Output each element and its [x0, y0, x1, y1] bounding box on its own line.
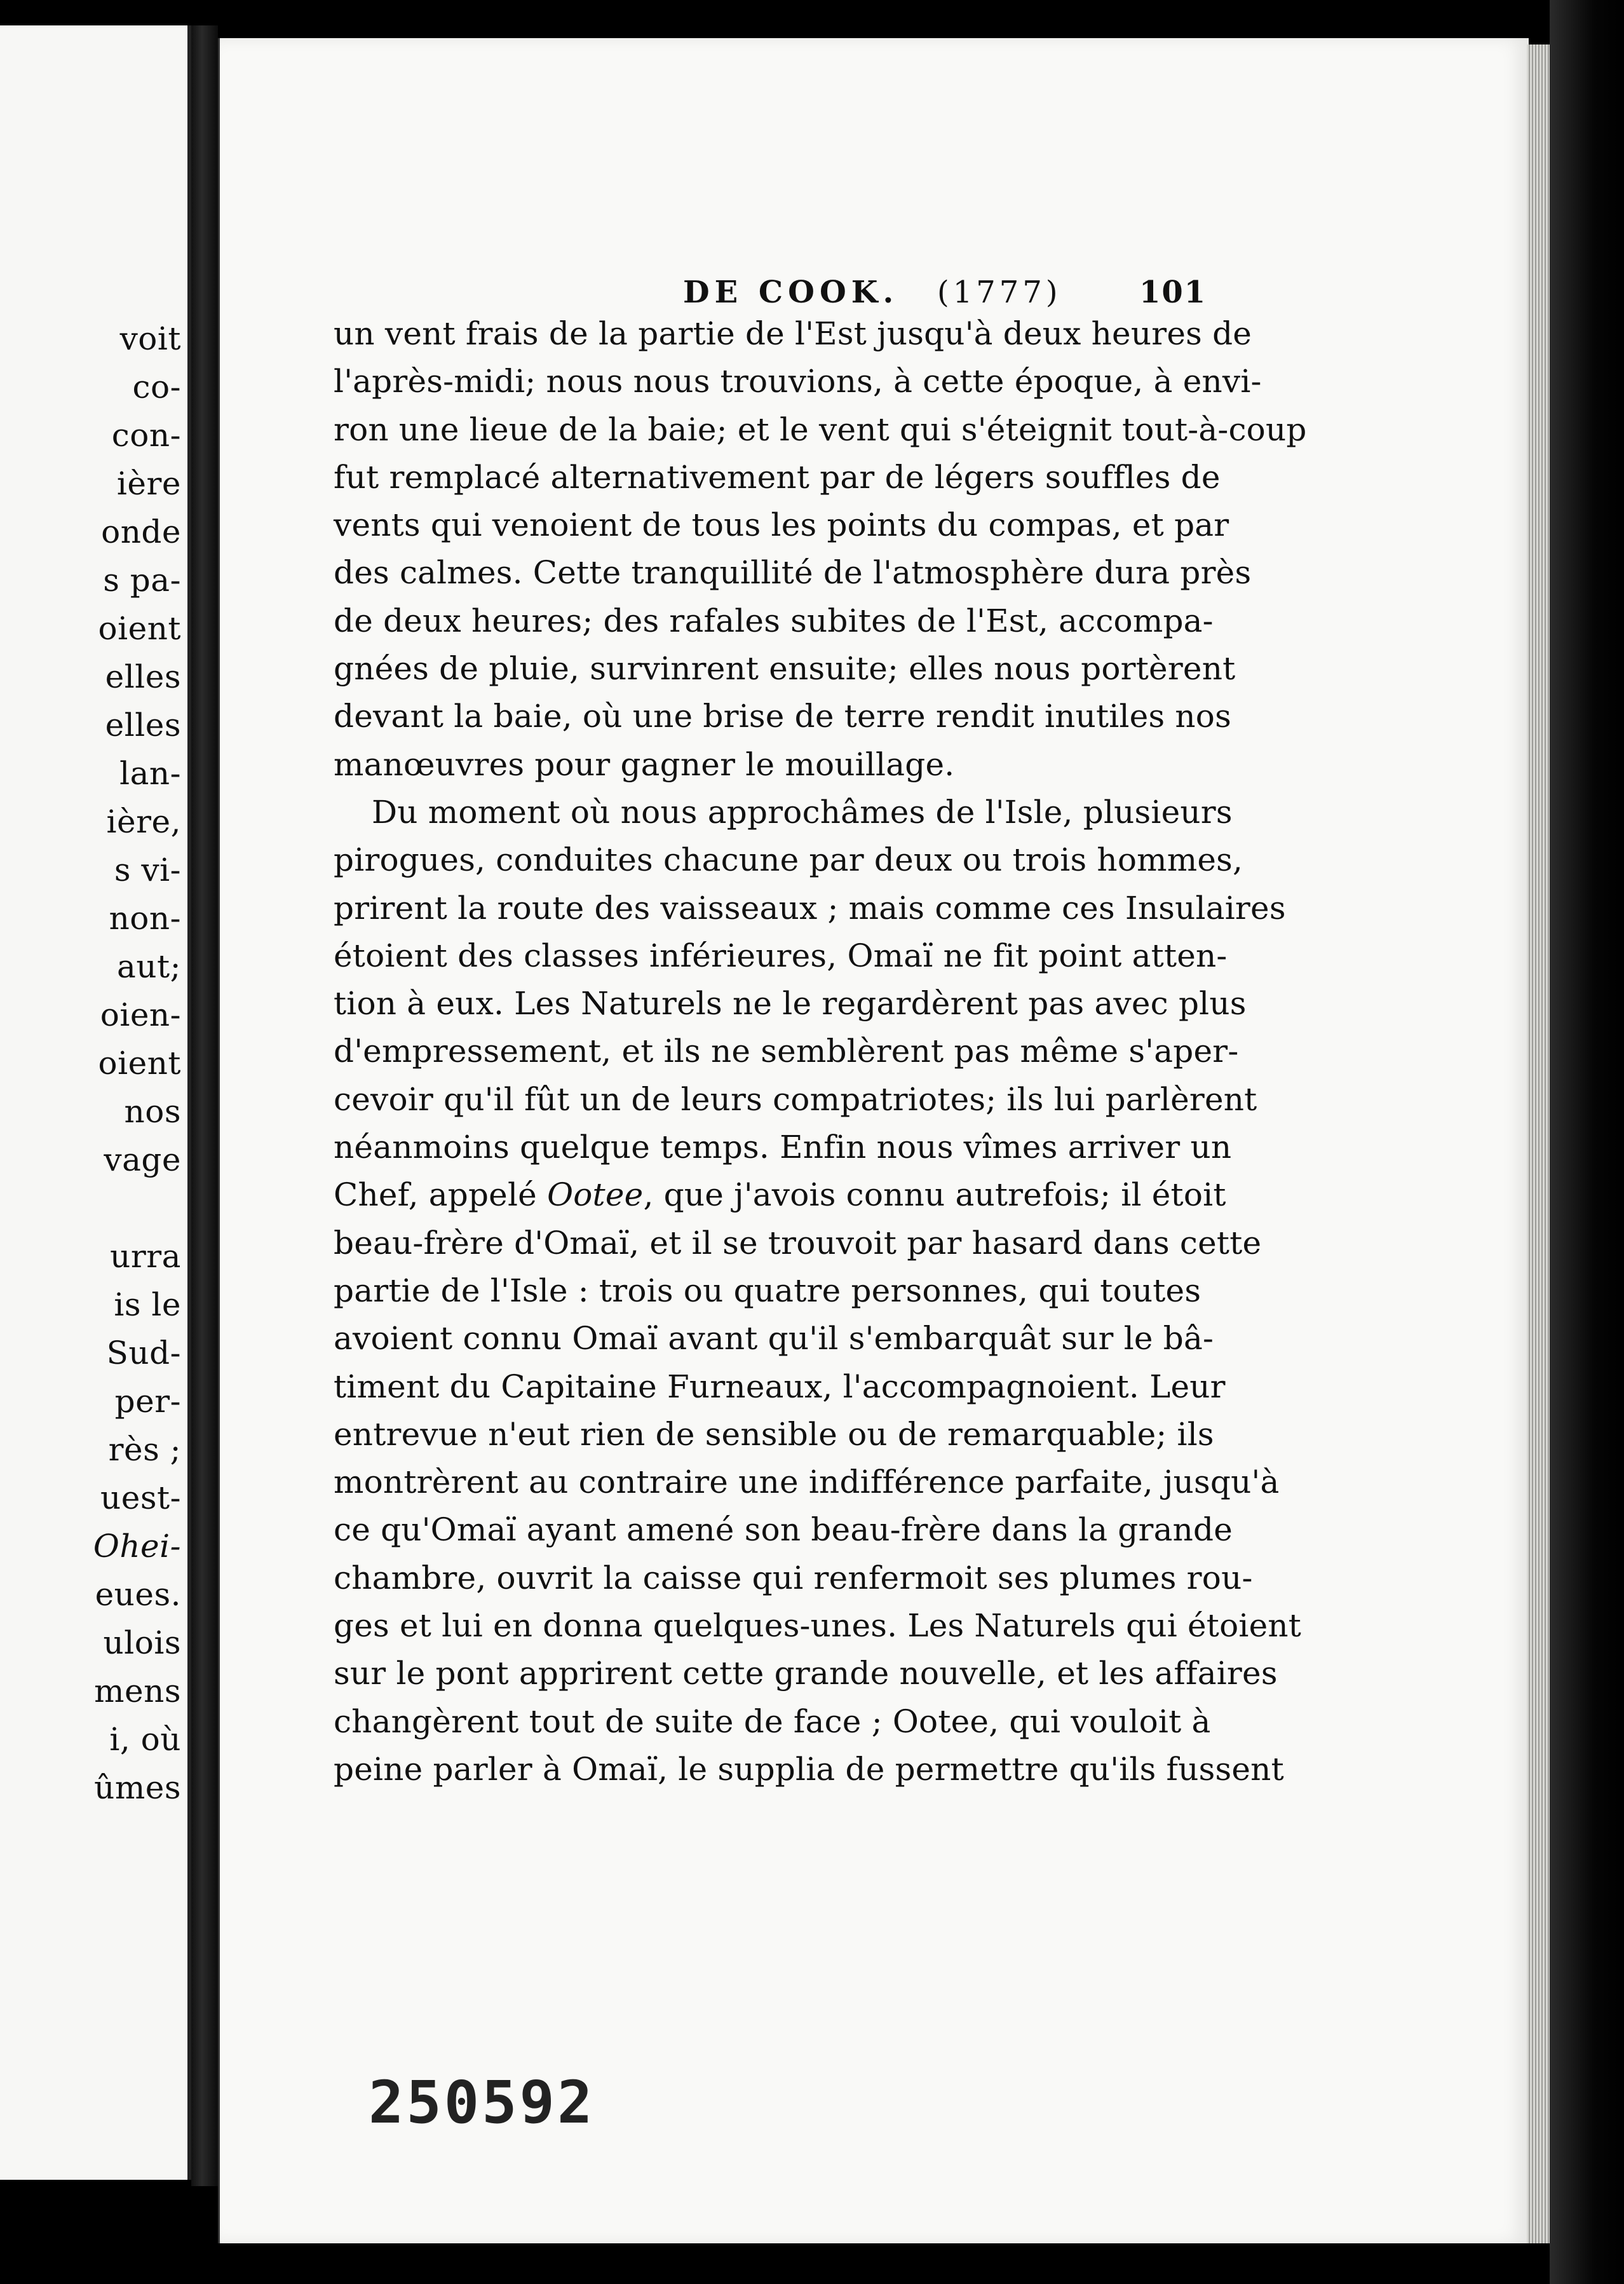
text-run: gnées de pluie, survinrent ensuite; elles nous portèrent	[334, 650, 1236, 688]
text-run: étoient des classes inférieures, Omaï ne fit point atten-	[334, 937, 1228, 974]
text-run: partie de l'Isle : trois ou quatre personnes, qui toutes	[334, 1272, 1201, 1309]
text-run: d'empressement, et ils ne semblèrent pas même s'aper-	[334, 1033, 1239, 1070]
text-run: ce qu'Omaï ayant amené son beau-frère dans la grande	[334, 1511, 1233, 1549]
text-line	[334, 597, 1214, 645]
text-line	[334, 932, 1228, 980]
left-page-fragment	[93, 1184, 181, 1232]
text-line	[334, 1171, 1226, 1219]
text-run: cevoir qu'il fût un de leurs compatriotes; ils lui parlèrent	[334, 1080, 1257, 1118]
left-page-fragment: con-	[111, 417, 181, 454]
text-run: Du moment où nous approchâmes de l'Isle, plusieurs	[372, 793, 1233, 831]
text-line	[334, 1028, 1239, 1075]
left-page-fragment: co-	[132, 369, 181, 405]
text-run: chambre, ouvrit la caisse qui renfermoit ses plumes rou-	[334, 1559, 1253, 1596]
text-run: des calmes. Cette tranquillité de l'atmosphère dura près	[334, 554, 1252, 592]
text-run: montrèrent au contraire une indifférence parfaite, jusqu'à	[334, 1464, 1280, 1501]
text-run: fut remplacé alternativement par de légers souffles de	[334, 458, 1221, 496]
text-line	[334, 1458, 1280, 1506]
text-line	[334, 310, 1252, 358]
text-run: néanmoins quelque temps. Enfin nous vîmes arriver un	[334, 1129, 1232, 1166]
text-line	[334, 454, 1221, 501]
left-page-fragment: Ohei-	[93, 1528, 181, 1565]
library-stamp-number: 250592	[369, 2069, 595, 2137]
text-line	[334, 693, 1231, 740]
running-head-title: DE COOK.	[683, 275, 899, 310]
left-page-fragment: is le	[114, 1286, 181, 1323]
text-line	[334, 358, 1262, 405]
text-line	[334, 645, 1236, 693]
left-page-fragment: per-	[114, 1383, 181, 1420]
text-run: , que j'avois connu autrefois; il étoit	[643, 1176, 1226, 1214]
text-run: prirent la route des vaisseaux ; mais comme ces Insulaires	[334, 889, 1286, 927]
text-run: manœuvres pour gagner le mouillage.	[334, 745, 955, 783]
left-page-fragment: ière,	[106, 803, 181, 840]
text-run: pirogues, conduites chacune par deux ou trois hommes,	[334, 841, 1243, 879]
text-line	[334, 1411, 1214, 1458]
left-page-fragment: elles	[105, 658, 181, 695]
text-line	[334, 406, 1307, 454]
text-run: tion à eux. Les Naturels ne le regardèrent pas avec plus	[334, 985, 1247, 1023]
left-page-fragment: lan-	[119, 755, 181, 792]
left-page-fragment: Sud-	[106, 1335, 181, 1371]
left-page-fragment: nos	[124, 1093, 181, 1130]
text-line	[334, 549, 1252, 597]
text-line	[334, 1698, 1211, 1746]
text-run: Chef, appelé	[334, 1176, 548, 1214]
left-page-fragment: i, où	[109, 1721, 181, 1758]
text-line	[334, 1267, 1201, 1315]
page-stack-edge	[1527, 44, 1550, 2243]
text-line	[334, 1220, 1262, 1267]
text-run: devant la baie, où une brise de terre rendit inutiles nos	[334, 698, 1231, 735]
left-page-fragment: aut;	[117, 948, 181, 985]
left-page-fragment: s vi-	[114, 852, 181, 888]
text-run: l'après-midi; nous nous trouvions, à cette époque, à envi-	[334, 363, 1262, 400]
left-page-fragment: voit	[119, 320, 181, 357]
left-page-fragment: ière	[116, 465, 181, 502]
text-run: un vent frais de la partie de l'Est jusqu'à deux heures de	[334, 315, 1252, 352]
text-line	[334, 1506, 1233, 1554]
text-run: vents qui venoient de tous les points du compas, et par	[334, 506, 1229, 544]
text-run: ges et lui en donna quelques-unes. Les Naturels qui étoient	[334, 1607, 1302, 1645]
text-run: timent du Capitaine Furneaux, l'accompagnoient. Leur	[334, 1368, 1226, 1405]
left-page-fragment: oient	[98, 610, 181, 647]
left-page-fragment: uest-	[100, 1479, 181, 1516]
left-facing-page	[0, 25, 191, 2180]
left-page-fragment: elles	[105, 707, 181, 744]
left-page-fragment: eues.	[95, 1576, 181, 1613]
left-page-fragment: oien-	[100, 996, 181, 1033]
left-page-fragment: s pa-	[103, 562, 181, 599]
left-page-fragment: oient	[98, 1045, 181, 1082]
text-line	[334, 501, 1229, 549]
left-page-fragment: rès ;	[108, 1431, 181, 1468]
text-run: ron une lieue de la baie; et le vent qui s'éteignit tout-à-coup	[334, 411, 1307, 448]
left-page-fragment: non-	[109, 900, 181, 937]
running-head-year: (1777)	[937, 275, 1062, 310]
text-line	[334, 1602, 1302, 1650]
body-text	[334, 310, 1307, 1793]
left-page-fragment: onde	[101, 513, 181, 550]
text-run: entrevue n'eut rien de sensible ou de remarquable; ils	[334, 1415, 1214, 1453]
text-run: peine parler à Omaï, le supplia de permettre qu'ils fussent	[334, 1750, 1284, 1788]
left-page-fragment: vage	[104, 1141, 181, 1178]
text-line	[334, 1076, 1257, 1124]
left-page-fragment: ulois	[103, 1624, 181, 1661]
text-line	[334, 1650, 1278, 1697]
text-line	[334, 1124, 1232, 1171]
text-line	[334, 789, 1233, 836]
left-page-fragment: urra	[110, 1238, 181, 1275]
text-line	[334, 1363, 1226, 1411]
text-line	[334, 885, 1286, 932]
text-line	[334, 980, 1247, 1028]
text-line	[334, 1554, 1253, 1602]
left-page-line-fragments	[93, 315, 181, 1812]
text-run: avoient connu Omaï avant qu'il s'embarquât sur le bâ-	[334, 1320, 1214, 1357]
text-line	[334, 741, 1185, 789]
book-cover-edge	[1550, 0, 1624, 2284]
text-line	[334, 836, 1243, 884]
left-page-fragment: ûmes	[94, 1769, 181, 1806]
text-line	[334, 1315, 1214, 1363]
left-page-fragment: mens	[94, 1673, 181, 1710]
book-gutter	[191, 25, 218, 2186]
text-run: changèrent tout de suite de face ; Ootee, qui vouloit à	[334, 1703, 1211, 1740]
text-run: sur le pont apprirent cette grande nouvelle, et les affaires	[334, 1655, 1278, 1692]
text-line	[334, 1746, 1284, 1793]
text-run: de deux heures; des rafales subites de l'Est, accompa-	[334, 602, 1214, 639]
text-run: beau-frère d'Omaï, et il se trouvoit par hasard dans cette	[334, 1224, 1262, 1261]
italic-name: Ootee	[547, 1176, 644, 1214]
page-number: 101	[1139, 275, 1207, 310]
